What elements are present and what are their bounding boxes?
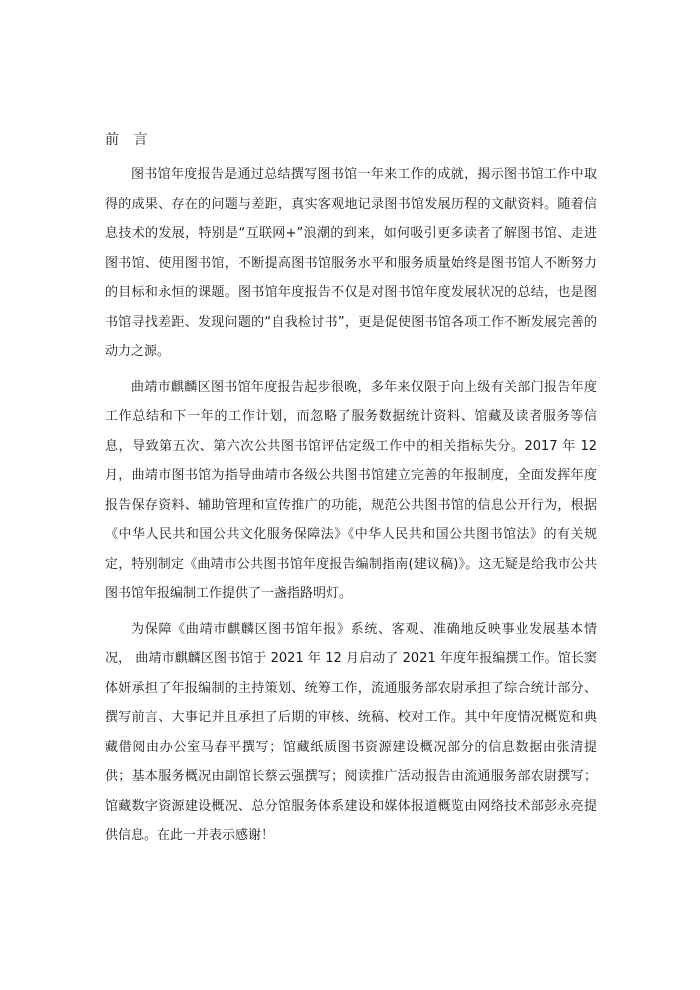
document-body [105,160,597,857]
paragraph-intro: 图书馆年度报告是通过总结撰写图书馆一年来工作的成就，揭示图书馆工作中取得的成果、存在的问题与差距，真实客观地记录图书馆发展历程的文献资料。随着信息技术的发展，特别是“互联网+”浪潮的到来，如何吸引更多读者了解图书馆、走进图书馆、使用图书馆，不断提高图书馆服务水平和服务质量始终是图书馆人不断努力的目标和永恒的课题。图书馆年度报告不仅是对图书馆年度发展状况的总结，也是图书馆寻找差距、发现问题的“自我检讨书”，更是促使图书馆各项工作不断发展完善的动力之源。 [105,167,597,359]
paragraph-acknowledgements: 为保障《曲靖市麒麟区图书馆年报》系统、客观、准确地反映事业发展基本情况， 曲靖市麒麟区图书馆于 2021 年 12 月启动了 2021 年度年报编撰工作。馆长窦体妍承担了年报编制的主持策划、统筹工作，流通服务部农尉承担了综合统计部分、撰写前言、大事记并且承担了后期的审核、统稿、校对工作。其中年度情况概览和典藏借阅由办公室马春平撰写；馆藏纸质图书资源建设概况部分的信息数据由张清提供；基本服务概况由副馆长蔡云强撰写；阅读推广活动报告由流通服务部农尉撰写；馆藏数字资源建设概况、总分馆服务体系建设和媒体报道概览由网络技术部彭永亮提供信息。在此一并表示感谢！ [105,621,597,843]
page-title: 前 言 [105,132,153,148]
paragraph-history: 曲靖市麒麟区图书馆年度报告起步很晚，多年来仅限于向上级有关部门报告年度工作总结和下一年的工作计划，而忽略了服务数据统计资料、馆藏及读者服务等信息，导致第五次、第六次公共图书馆评估定级工作中的相关指标失分。2017 年 12 月，曲靖市图书馆为指导曲靖市各级公共图书馆建立完善的年报制度，全面发挥年度报告保存资料、辅助管理和宣传推广的功能，规范公共图书馆的信息公开行为，根据《中华人民共和国公共文化服务保障法》《中华人民共和国公共图书馆法》的有关规定，特别制定《曲靖市公共图书馆年度报告编制指南(建议稿)》。这无疑是给我市公共图书馆年报编制工作提供了一盏指路明灯。 [105,379,597,601]
